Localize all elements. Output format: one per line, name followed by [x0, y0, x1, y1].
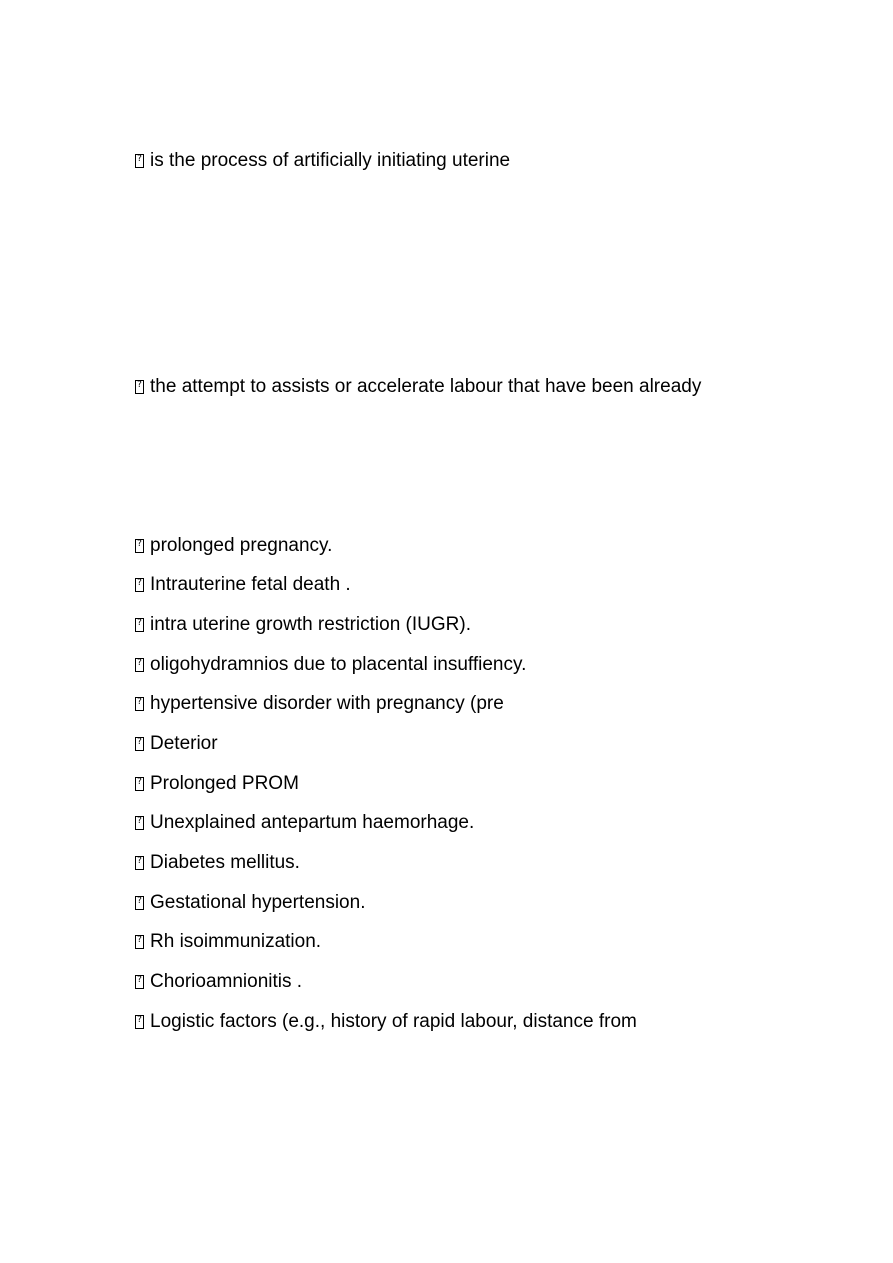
missing-glyph-icon — [135, 380, 144, 394]
list-item — [135, 732, 218, 756]
missing-glyph-icon — [135, 816, 144, 830]
list-item-text: hypertensive disorder with pregnancy (pre — [150, 693, 504, 714]
missing-glyph-icon — [135, 975, 144, 989]
missing-glyph-icon — [135, 935, 144, 949]
list-item-text: Intrauterine fetal death . — [150, 574, 351, 595]
missing-glyph-icon — [135, 697, 144, 711]
list-item-text: Rh isoimmunization. — [150, 931, 322, 952]
definition-induction — [135, 149, 510, 173]
definition-induction-text: is the process of artificially initiating uterine — [150, 150, 511, 171]
list-item-text: Deterior — [150, 733, 218, 754]
list-item-text: Chorioamnionitis . — [150, 971, 303, 992]
definition-augmentation — [135, 375, 701, 399]
list-item — [135, 891, 365, 915]
list-item-text: oligohydramnios due to placental insuffiency. — [150, 654, 527, 675]
definition-augmentation-text: the attempt to assists or accelerate labour that have been already — [150, 376, 702, 397]
missing-glyph-icon — [135, 578, 144, 592]
missing-glyph-icon — [135, 539, 144, 553]
list-item-text: intra uterine growth restriction (IUGR). — [150, 614, 471, 635]
list-item — [135, 930, 321, 954]
list-item — [135, 534, 332, 558]
list-item — [135, 692, 504, 716]
list-item-text: prolonged pregnancy. — [150, 535, 333, 556]
list-item — [135, 613, 471, 637]
missing-glyph-icon — [135, 777, 144, 791]
missing-glyph-icon — [135, 1015, 144, 1029]
list-item-text: Prolonged PROM — [150, 773, 299, 794]
missing-glyph-icon — [135, 618, 144, 632]
list-item — [135, 811, 474, 835]
missing-glyph-icon — [135, 856, 144, 870]
list-item-text: Gestational hypertension. — [150, 892, 366, 913]
list-item-text: Logistic factors (e.g., history of rapid labour, distance from — [150, 1011, 637, 1032]
list-item — [135, 573, 351, 597]
list-item-text: Diabetes mellitus. — [150, 852, 300, 873]
list-item — [135, 851, 300, 875]
missing-glyph-icon — [135, 154, 144, 168]
list-item — [135, 970, 302, 994]
list-item — [135, 653, 526, 677]
list-item-text: Unexplained antepartum haemorhage. — [150, 812, 475, 833]
list-item — [135, 1010, 637, 1034]
missing-glyph-icon — [135, 658, 144, 672]
missing-glyph-icon — [135, 737, 144, 751]
list-item — [135, 772, 299, 796]
missing-glyph-icon — [135, 896, 144, 910]
